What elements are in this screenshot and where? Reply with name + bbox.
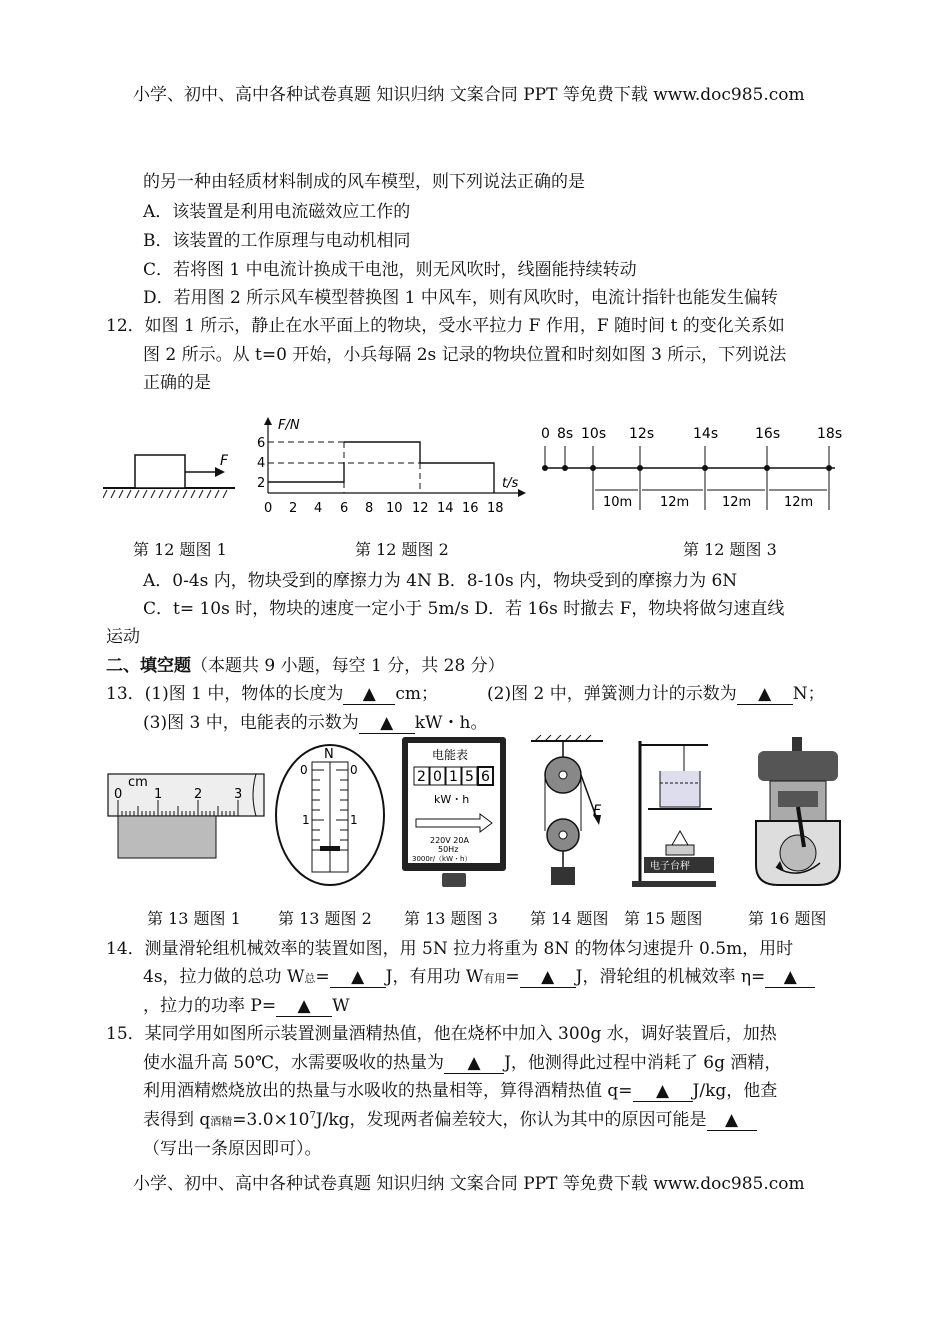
- spring-scale-figure: [272, 742, 388, 888]
- q13-line2: [143, 708, 487, 734]
- time-label: 8s: [557, 426, 574, 442]
- distance-label: 12m: [660, 495, 690, 510]
- fig-caption-14: 第 14 题图: [530, 909, 609, 928]
- time-label: 0: [541, 426, 550, 442]
- q15-text: 使水温升高 50℃，水需要吸收的热量为: [143, 1053, 445, 1073]
- q11-option-c: C．若将图 1 中电流计换成干电池，则无风吹时，线圈能持续转动: [143, 260, 637, 280]
- ruler-tick: 3: [234, 787, 243, 802]
- time-label: 16s: [755, 426, 781, 442]
- scale-label-1-right: 1: [350, 813, 358, 827]
- q13-part3-unit: kW・h。: [414, 713, 488, 733]
- x-tick: 16: [462, 501, 479, 516]
- fig-caption-16: 第 16 题图: [748, 909, 827, 928]
- meter-unit: kW・h: [434, 793, 470, 806]
- force-label: F: [220, 453, 229, 469]
- q14-blank-efficiency[interactable]: ▲: [765, 967, 815, 988]
- q15-text: J/kg，发现两者偏差较大，你认为其中的原因可能是: [315, 1110, 707, 1130]
- q14-text: ，拉力的功率 P=: [143, 996, 277, 1016]
- q11-stem-tail: 的另一种由轻质材料制成的风车模型，则下列说法正确的是: [143, 172, 585, 192]
- meter-spec-1: 220V 20A: [430, 836, 469, 845]
- q14-text: J，有用功 W: [385, 967, 484, 987]
- q14-eq: =: [315, 967, 330, 987]
- q14-sub-useful: 有用: [483, 972, 506, 985]
- q14-sub-total: 总: [304, 972, 316, 985]
- pulley-figure: [527, 735, 607, 891]
- ruler-figure: [106, 770, 266, 860]
- q15-blank-heat[interactable]: ▲: [444, 1053, 504, 1074]
- y-tick-2: 2: [257, 476, 266, 491]
- q15-text: 利用酒精燃烧放出的热量与水吸收的热量相等，算得酒精热值 q=: [143, 1081, 633, 1101]
- q13-blank-3[interactable]: ▲: [359, 713, 415, 734]
- q15-exponent: 7: [309, 1110, 316, 1122]
- section-2-title: 二、填空题: [106, 656, 191, 676]
- y-axis-label: F/N: [278, 418, 300, 433]
- meter-digit: 0: [433, 769, 442, 785]
- measured-object: [118, 816, 216, 858]
- q11-option-b: B．该装置的工作原理与电动机相同: [143, 231, 411, 251]
- page-header: 小学、初中、高中各种试卷真题 知识归纳 文案合同 PPT 等免费下载 www.doc985.com: [133, 85, 805, 105]
- distance-label: 12m: [722, 495, 752, 510]
- meter-digit: 6: [481, 769, 490, 785]
- q12-options-row3: 运动: [106, 627, 140, 647]
- q15-blank-reason[interactable]: ▲: [707, 1110, 757, 1131]
- q12-figure-2: [240, 415, 530, 520]
- q15-sub-alcohol: 酒精: [210, 1115, 233, 1128]
- q15-line3: [143, 1076, 777, 1102]
- scale-label-0-right: 0: [350, 763, 358, 777]
- q13-part1-unit: cm；: [395, 684, 438, 704]
- f-segment-4n: [420, 463, 494, 493]
- q11-option-a: A．该装置是利用电流磁效应工作的: [143, 202, 411, 222]
- engine-figure: [748, 735, 846, 891]
- q15-blank-heat-value[interactable]: ▲: [633, 1081, 693, 1102]
- q15-text: J/kg，他查: [692, 1081, 778, 1101]
- distance-label: 10m: [603, 495, 633, 510]
- q15-text: 表得到 q: [143, 1110, 211, 1130]
- y-tick-6: 6: [257, 436, 266, 451]
- meter-digit: 1: [449, 769, 458, 785]
- ruler-tick: 0: [114, 787, 123, 802]
- fig-caption-13-1: 第 13 题图 1: [147, 909, 241, 928]
- x-tick: 2: [289, 501, 298, 516]
- f-segment-6n: [344, 442, 420, 463]
- q14-line3: [143, 991, 350, 1017]
- scale-unit: N: [324, 747, 334, 762]
- fig-caption-15: 第 15 题图: [624, 909, 703, 928]
- f-segment-2n: [268, 462, 344, 482]
- x-tick: 12: [412, 501, 429, 516]
- scale-pointer: [320, 846, 340, 851]
- scale-label-1: 1: [302, 813, 310, 827]
- ruler-tick: 1: [154, 787, 163, 802]
- q12-stem-line1: 12．如图 1 所示，静止在水平面上的物块，受水平拉力 F 作用，F 随时间 t 的变化关系如: [106, 316, 785, 336]
- q13-part2: [487, 679, 825, 705]
- x-axis-label: t/s: [502, 476, 519, 491]
- q15-text: =3.0×10: [232, 1110, 310, 1130]
- q14-text: J，滑轮组的机械效率 η=: [575, 967, 766, 987]
- x-tick: 0: [264, 501, 273, 516]
- q12-figure-1: [103, 420, 238, 520]
- q15-line2: [143, 1048, 781, 1074]
- time-label: 10s: [581, 426, 607, 442]
- q11-option-d: D．若用图 2 所示风车模型替换图 1 中风车，则有风吹时，电流计指针也能发生偏转: [143, 288, 778, 308]
- x-tick: 10: [386, 501, 403, 516]
- q13-line1: [106, 679, 438, 705]
- q12-figure-3: [535, 420, 847, 520]
- q13-blank-1[interactable]: ▲: [343, 684, 395, 705]
- q12-options-row2: C．t= 10s 时，物块的速度一定小于 5m/s D．若 16s 时撤去 F，物块将做匀速直线: [143, 599, 785, 619]
- x-tick: 14: [437, 501, 454, 516]
- page-footer: 小学、初中、高中各种试卷真题 知识归纳 文案合同 PPT 等免费下载 www.doc985.com: [133, 1174, 805, 1194]
- q13-part3-text: (3)图 3 中，电能表的示数为: [143, 713, 359, 733]
- fig-caption-13-3: 第 13 题图 3: [404, 909, 498, 928]
- x-tick: 6: [340, 501, 349, 516]
- q12-options-row1: A．0-4s 内，物块受到的摩擦力为 4N B．8-10s 内，物块受到的摩擦力为 6N: [143, 571, 738, 591]
- q15-line5: （写出一条原因即可）。: [143, 1139, 322, 1159]
- section-2-heading: [106, 651, 505, 676]
- q14-unit: W: [332, 996, 350, 1016]
- time-label: 14s: [693, 426, 719, 442]
- q13-part1-text: 13．(1)图 1 中，物体的长度为: [106, 684, 344, 704]
- q14-line1: 14．测量滑轮组机械效率的装置如图，用 5N 拉力将重为 8N 的物体匀速提升 0.5m，用时: [106, 939, 794, 959]
- ruler-tick: 2: [194, 787, 203, 802]
- q13-blank-2[interactable]: ▲: [737, 684, 793, 705]
- distance-label: 12m: [784, 495, 814, 510]
- q13-part2-unit: N；: [792, 684, 825, 704]
- q12-stem-line3: 正确的是: [143, 373, 211, 393]
- q14-text: 4s，拉力做的总功 W: [143, 967, 305, 987]
- meter-spec-2: 50Hz: [438, 845, 459, 854]
- q15-line1: 15．某同学用如图所示装置测量酒精热值，他在烧杯中加入 300g 水，调好装置后，加热: [106, 1024, 777, 1044]
- scale-label: 电子台秤: [650, 861, 690, 872]
- q14-blank-power[interactable]: ▲: [276, 996, 332, 1017]
- q15-line4: [143, 1105, 757, 1131]
- block: [135, 455, 185, 488]
- time-label: 18s: [817, 426, 843, 442]
- x-tick: 18: [487, 501, 504, 516]
- meter-digit: 5: [465, 769, 474, 785]
- meter-digit: 2: [417, 769, 426, 785]
- q14-blank-useful-work[interactable]: ▲: [520, 967, 576, 988]
- pulley-force-label: F: [593, 803, 602, 819]
- q12-stem-line2: 图 2 所示。从 t=0 开始，小兵每隔 2s 记录的物块位置和时刻如图 3 所示，下列说法: [143, 345, 787, 365]
- electric-meter-figure: [400, 735, 508, 891]
- q12-caption-1: 第 12 题图 1: [133, 540, 227, 559]
- q13-part2-text: (2)图 2 中，弹簧测力计的示数为: [487, 684, 737, 704]
- meter-title: 电能表: [432, 748, 469, 762]
- x-tick: 8: [365, 501, 374, 516]
- q14-eq: =: [505, 967, 520, 987]
- time-label: 12s: [629, 426, 655, 442]
- ruler-unit: cm: [128, 775, 148, 790]
- q12-caption-2: 第 12 题图 2: [355, 540, 449, 559]
- q14-line2: [143, 962, 815, 988]
- meter-spec-3: 3000r/（kW・h）: [412, 855, 472, 863]
- q15-text: J，他测得此过程中消耗了 6g 酒精，: [504, 1053, 782, 1073]
- heat-apparatus-figure: [628, 735, 720, 891]
- q12-caption-3: 第 12 题图 3: [683, 540, 777, 559]
- q14-blank-total-work[interactable]: ▲: [330, 967, 386, 988]
- fig-caption-13-2: 第 13 题图 2: [278, 909, 372, 928]
- scale-label-0: 0: [300, 763, 308, 777]
- x-tick: 4: [314, 501, 323, 516]
- y-tick-4: 4: [257, 456, 266, 471]
- section-2-note: （本题共 9 小题，每空 1 分，共 28 分）: [191, 656, 505, 676]
